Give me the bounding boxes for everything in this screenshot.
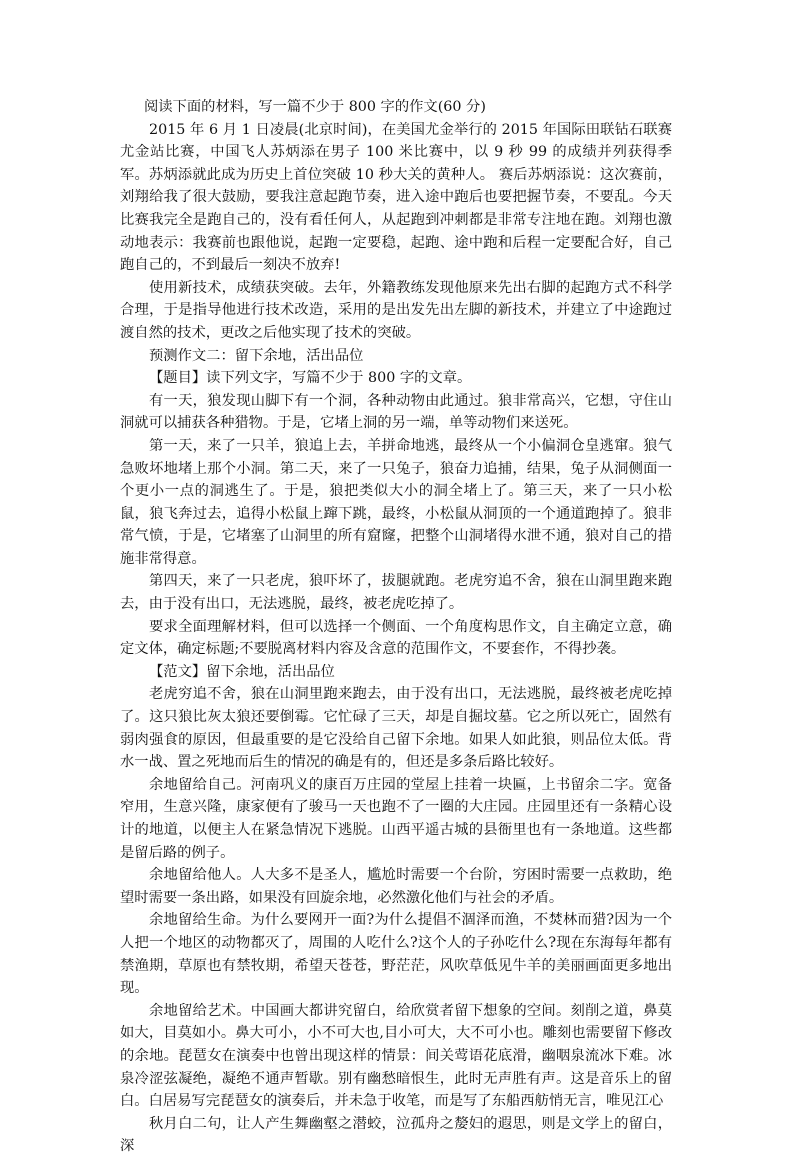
requirements-paragraph: 要求全面理解材料，但可以选择一个侧面、一个角度构思作文，自主确定立意，确定文体，确定标题;不要脱离材料内容及含意的范围作文，不要套作，不得抄袭。 bbox=[120, 618, 672, 658]
story-paragraph: 第四天，来了一只老虎，狼吓坏了，拔腿就跑。老虎穷追不舍，狼在山洞里跑来跑去，由于没有出口，无法逃脱，最终，被老虎吃掉了。 bbox=[120, 573, 672, 613]
essay-paragraph: 秋月白二句，让人产生舞幽壑之潜蛟，泣孤舟之嫠妇的遐思，则是文学上的留白，深 bbox=[120, 1115, 672, 1155]
essay-paragraph: 余地留给自己。河南巩义的康百万庄园的堂屋上挂着一块匾，上书留余二字。宽备窄用，生意兴隆，康家便有了骏马一天也跑不了一圈的大庄园。庄园里还有一条精心设计的地道，以便主人在紧急情况下逃脱。山西平遥古城的县衙里也有一条地道。这些都是留后路的例子。 bbox=[120, 776, 672, 861]
story-paragraph: 第一天，来了一只羊，狼追上去，羊拼命地逃，最终从一个小偏洞仓皇逃窜。狼气急败坏地堵上那个小洞。第二天，来了一只兔子，狼奋力追捕，结果，兔子从洞侧面一个更小一点的洞逃生了。于是，狼把类似大小的洞全堵上了。第三天，来了一只小松鼠，狼飞奔过去，追得小松鼠上蹿下跳，最终，小松鼠从洞顶的一个通道跑掉了。狼非常气愤，于是，它堵塞了山洞里的所有窟窿，把整个山洞堵得水泄不通，狼对自己的措施非常得意。 bbox=[120, 437, 672, 567]
essay-prompt-instruction: 阅读下面的材料，写一篇不少于 800 字的作文(60 分) bbox=[144, 99, 486, 115]
essay-paragraph: 余地留给艺术。中国画大都讲究留白，给欣赏者留下想象的空间。刻削之道，鼻莫如大，目莫如小。鼻大可小，小不可大也,目小可大，大不可小也。雕刻也需要留下修改的余地。琵琶女在演奏中也曾出现这样的情景：间关莺语花底滑，幽咽泉流冰下难。冰泉冷涩弦凝绝，凝绝不通声暂歇。别有幽愁暗恨生，此时无声胜有声。这是音乐上的留白。白居易写完琵琶女的演奏后，并未急于收笔，而是写了东船西舫悄无言，唯见江心 bbox=[120, 1002, 672, 1110]
topic-heading: 【题目】读下列文字，写篇不少于 800 字的文章。 bbox=[149, 370, 472, 387]
material-paragraph: 使用新技术，成绩获突破。去年，外籍教练发现他原来先出右脚的起跑方式不科学合理，于是指导他进行技术改造，采用的是出发先出左脚的新技术，并建立了中途跑过渡自然的技术，更改之后他实现了技术的突破。 bbox=[120, 279, 672, 341]
essay-paragraph: 余地留给生命。为什么要网开一面?为什么提倡不涸泽而渔，不焚林而猎?因为一个人把一个地区的动物都灭了，周围的人吃什么?这个人的子孙吃什么?现在东海每年都有禁渔期，草原也有禁牧期，希望天苍苍，野茫茫，风吹草低见牛羊的美丽画面更多地出现。 bbox=[120, 912, 672, 997]
document-page bbox=[120, 96, 672, 1158]
essay-paragraph: 余地留给他人。人大多不是圣人，尴尬时需要一个台阶，穷困时需要一点救助，绝望时需要一条出路，如果没有回旋余地，必然激化他们与社会的矛盾。 bbox=[120, 867, 672, 906]
section-heading: 预测作文二：留下余地，活出品位 bbox=[149, 347, 364, 364]
essay-paragraph: 老虎穷追不舍，狼在山洞里跑来跑去，由于没有出口，无法逃脱，最终被老虎吃掉了。这只狼比灰太狼还要倒霉。它忙碌了三天，却是自掘坟墓。它之所以死亡，固然有弱肉强食的原因，但最重要的是它没给自己留下余地。如果人如此狼，则品位太低。背水一战、置之死地而后生的情况的确是有的，但还是多条后路比较好。 bbox=[120, 686, 672, 771]
story-paragraph: 有一天，狼发现山脚下有一个洞，各种动物由此通过。狼非常高兴，它想，守住山洞就可以捕获各种猎物。于是，它堵上洞的另一端，单等动物们来送死。 bbox=[120, 392, 672, 432]
sample-essay-title: 【范文】留下余地，活出品位 bbox=[149, 663, 335, 680]
material-paragraph: 2015 年 6 月 1 日凌晨(北京时间)，在美国尤金举行的 2015 年国际田联钻石联赛尤金站比赛，中国飞人苏炳添在男子 100 米比赛中，以 9 秒 99 的成绩并列获得季军。苏炳添就此成为历史上首位突破 10 秒大关的黄种人。 赛后苏炳添说：这次赛前，刘翔给我了很大鼓励，要我注意起跑节奏，进入途中跑后也要把握节奏，不要乱。今天比赛我完全是跑自己的，没有看任何人，从起跑到冲刺都是非常专注地在跑。刘翔也激动地表示：我赛前也跟他说，起跑一定要稳，起跑、途中跑和后程一定要配合好，自己跑自己的，不到最后一刻决不放弃! bbox=[120, 121, 672, 274]
